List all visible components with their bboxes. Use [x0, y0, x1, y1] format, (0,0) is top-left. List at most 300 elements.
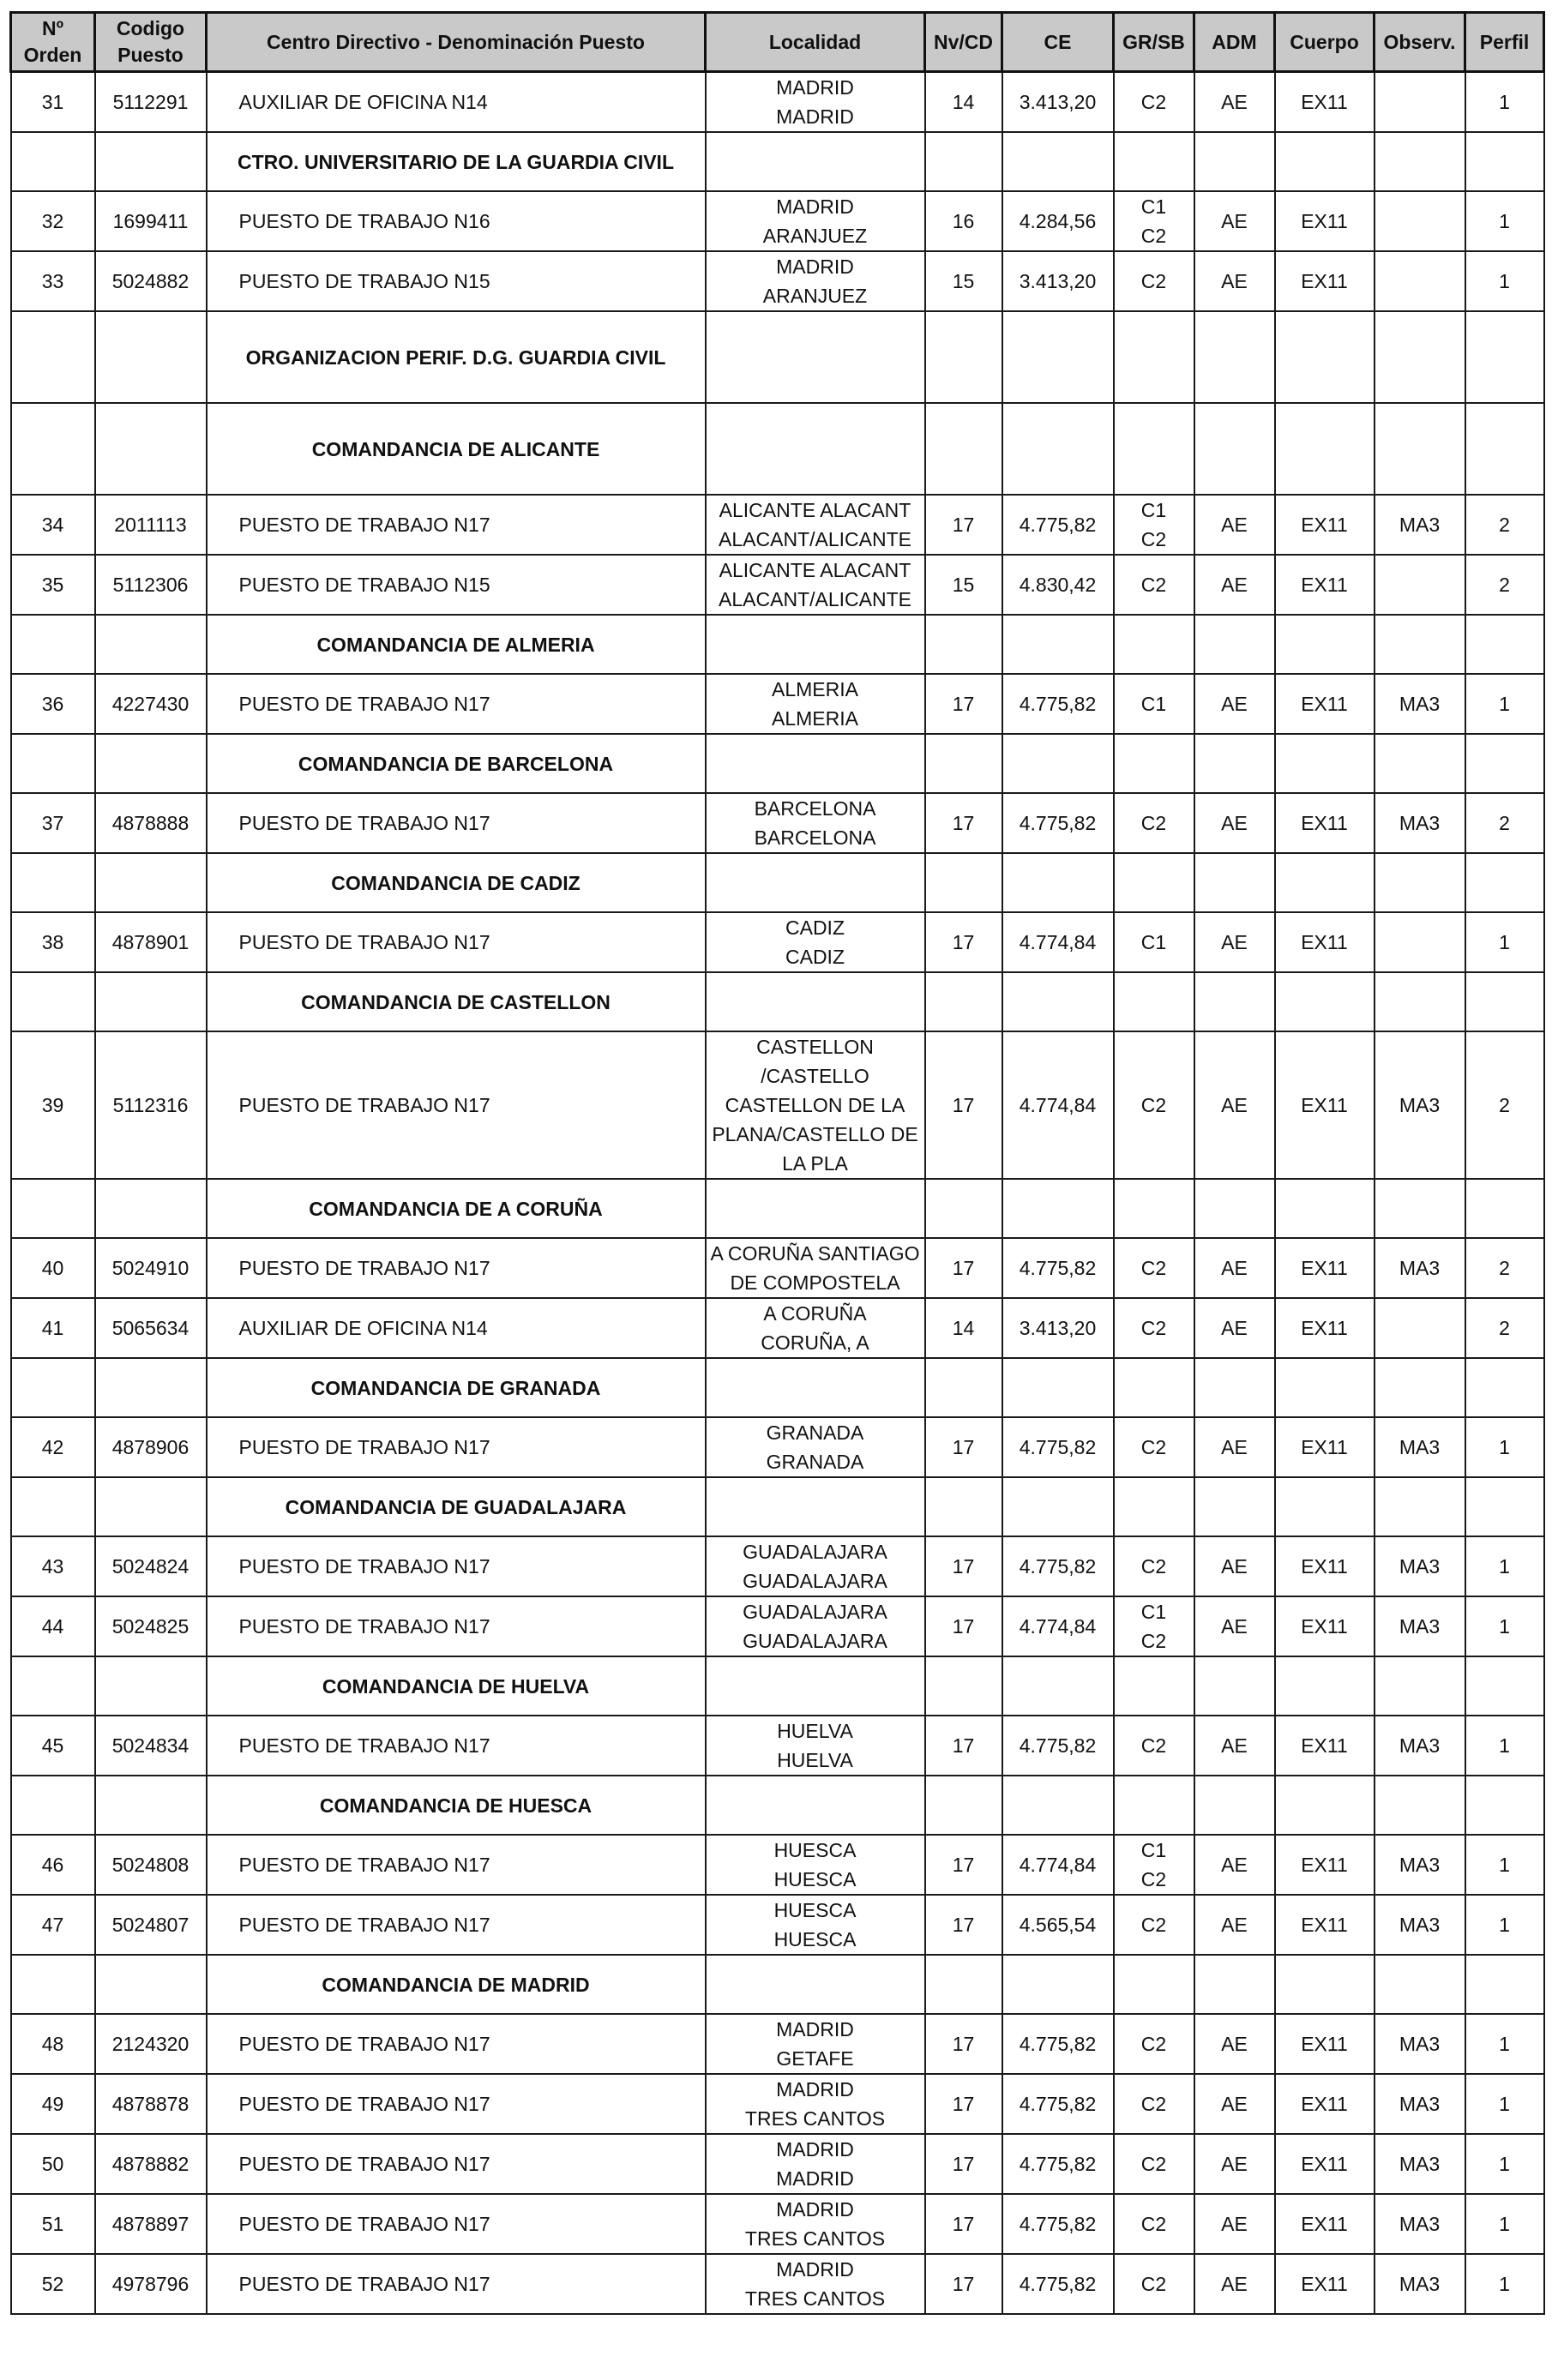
table-row: [11, 793, 1544, 853]
empty-cell: [1194, 1656, 1275, 1716]
header-orden-line1: Nº: [41, 17, 63, 39]
orden-cell: 48: [11, 2014, 95, 2074]
localidad-cell-line: MADRID: [776, 76, 854, 99]
adm-cell: AE: [1194, 1895, 1275, 1955]
empty-cell: [1275, 853, 1375, 912]
grsb-cell-line: C2: [1140, 1914, 1167, 1936]
empty-cell: [925, 734, 1002, 793]
empty-cell: [1194, 1179, 1275, 1238]
localidad-cell-line: ALICANTE ALACANT: [719, 499, 911, 521]
empty-cell: [1375, 1179, 1465, 1238]
section-row: [11, 1358, 1544, 1417]
ce-cell: 4.775,82: [1002, 2194, 1114, 2254]
ce-cell: 3.413,20: [1002, 72, 1114, 133]
empty-cell: [1465, 1358, 1544, 1417]
table-row: [11, 251, 1544, 311]
observ-cell: MA3: [1375, 495, 1465, 555]
empty-cell: [925, 1776, 1002, 1835]
adm-cell: AE: [1194, 1596, 1275, 1656]
empty-cell: [925, 1358, 1002, 1417]
puesto-cell: PUESTO DE TRABAJO N17: [207, 2074, 706, 2134]
empty-cell: [11, 1776, 95, 1835]
grsb-cell: [1114, 1031, 1194, 1179]
empty-cell: [1275, 311, 1375, 403]
localidad-cell-line: TRES CANTOS: [744, 2107, 886, 2130]
localidad-cell-line: LA PLA: [782, 1152, 848, 1175]
empty-cell: [1114, 1955, 1194, 2014]
nvcd-cell: 17: [925, 912, 1002, 972]
section-row: [11, 311, 1544, 403]
observ-cell: MA3: [1375, 1895, 1465, 1955]
adm-cell: AE: [1194, 912, 1275, 972]
grsb-cell-line: C2: [1140, 1317, 1167, 1339]
nvcd-cell: 17: [925, 1536, 1002, 1596]
empty-cell: [1375, 1955, 1465, 2014]
localidad-cell-line: CASTELLON DE LA: [725, 1094, 905, 1116]
empty-cell: [1375, 1776, 1465, 1835]
localidad-cell-line: TRES CANTOS: [744, 2287, 886, 2310]
cuerpo-cell: EX11: [1275, 251, 1375, 311]
section-row: [11, 734, 1544, 793]
empty-cell: [1275, 132, 1375, 191]
table-row: [11, 1031, 1544, 1179]
empty-cell: [925, 853, 1002, 912]
perfil-cell: 1: [1465, 1835, 1544, 1895]
header-codigo-line2: Puesto: [117, 44, 183, 66]
empty-cell: [925, 403, 1002, 495]
localidad-cell-line: A CORUÑA SANTIAGO: [710, 1242, 920, 1265]
adm-cell: AE: [1194, 2194, 1275, 2254]
empty-cell: [11, 1179, 95, 1238]
localidad-cell-line: HUESCA: [773, 1899, 857, 1921]
grsb-cell: [1114, 2194, 1194, 2254]
header-denominacion: Centro Directivo - Denominación Puesto: [207, 13, 706, 72]
table-row: [11, 191, 1544, 251]
localidad-cell-line: HUESCA: [773, 1868, 857, 1890]
grsb-cell: [1114, 912, 1194, 972]
grsb-cell-line: C2: [1140, 270, 1167, 292]
adm-cell: AE: [1194, 2254, 1275, 2314]
localidad-cell-line: CORUÑA, A: [761, 1331, 869, 1354]
ce-cell: 4.775,82: [1002, 2254, 1114, 2314]
empty-cell: [95, 311, 207, 403]
nvcd-cell: 14: [925, 1298, 1002, 1358]
table-body: [11, 72, 1544, 2315]
empty-cell: [1194, 1955, 1275, 2014]
empty-cell: [95, 1656, 207, 1716]
perfil-cell: 1: [1465, 191, 1544, 251]
localidad-cell-line: ALACANT/ALICANTE: [719, 588, 911, 610]
empty-cell: [1465, 311, 1544, 403]
localidad-cell: [706, 1536, 925, 1596]
ce-cell: 4.775,82: [1002, 495, 1114, 555]
grsb-cell-line: C1: [1140, 1601, 1167, 1623]
adm-cell: AE: [1194, 191, 1275, 251]
localidad-cell: [706, 2014, 925, 2074]
localidad-cell: [706, 1417, 925, 1477]
adm-cell: AE: [1194, 1417, 1275, 1477]
empty-cell: [1275, 1656, 1375, 1716]
grsb-cell-line: C2: [1140, 528, 1167, 550]
localidad-cell-line: BARCELONA: [754, 826, 876, 849]
puesto-cell: PUESTO DE TRABAJO N17: [207, 912, 706, 972]
observ-cell: MA3: [1375, 674, 1465, 734]
empty-cell: [1465, 853, 1544, 912]
orden-cell: 42: [11, 1417, 95, 1477]
nvcd-cell: 17: [925, 1238, 1002, 1298]
table-row: [11, 72, 1544, 133]
perfil-cell: 1: [1465, 912, 1544, 972]
localidad-cell-line: A CORUÑA: [763, 1302, 867, 1325]
grsb-cell: [1114, 2254, 1194, 2314]
codigo-cell: 1699411: [95, 191, 207, 251]
codigo-cell: 5024824: [95, 1536, 207, 1596]
codigo-cell: 5112316: [95, 1031, 207, 1179]
orden-cell: 43: [11, 1536, 95, 1596]
localidad-cell: [706, 1895, 925, 1955]
perfil-cell: 1: [1465, 674, 1544, 734]
localidad-cell-line: ALMERIA: [772, 707, 858, 730]
empty-cell: [1002, 403, 1114, 495]
empty-cell: [1114, 1477, 1194, 1536]
orden-cell: 41: [11, 1298, 95, 1358]
empty-cell: [1194, 403, 1275, 495]
empty-cell: [1194, 1358, 1275, 1417]
table-row: [11, 555, 1544, 615]
orden-cell: 38: [11, 912, 95, 972]
codigo-cell: 4878882: [95, 2134, 207, 2194]
ce-cell: 4.775,82: [1002, 1417, 1114, 1477]
empty-cell: [1275, 1955, 1375, 2014]
section-row: [11, 853, 1544, 912]
header-ce: CE: [1002, 13, 1114, 72]
grsb-cell-line: C2: [1140, 1555, 1167, 1578]
empty-cell: [1194, 132, 1275, 191]
empty-cell: [1375, 311, 1465, 403]
ce-cell: 4.775,82: [1002, 2074, 1114, 2134]
ce-cell: 4.774,84: [1002, 1596, 1114, 1656]
cuerpo-cell: EX11: [1275, 1716, 1375, 1776]
ce-cell: 4.775,82: [1002, 1716, 1114, 1776]
table-row: [11, 2074, 1544, 2134]
empty-cell: [706, 1656, 925, 1716]
grsb-cell-line: C1: [1140, 1839, 1167, 1861]
localidad-cell-line: GETAFE: [776, 2047, 854, 2070]
empty-cell: [1375, 1477, 1465, 1536]
codigo-cell: 4227430: [95, 674, 207, 734]
empty-cell: [1465, 615, 1544, 674]
observ-cell: MA3: [1375, 2014, 1465, 2074]
localidad-cell-line: CADIZ: [785, 917, 845, 939]
section-row: [11, 1656, 1544, 1716]
observ-cell: MA3: [1375, 2194, 1465, 2254]
grsb-cell: [1114, 2134, 1194, 2194]
empty-cell: [1375, 403, 1465, 495]
empty-cell: [1465, 1776, 1544, 1835]
localidad-cell: [706, 555, 925, 615]
codigo-cell: 2011113: [95, 495, 207, 555]
adm-cell: AE: [1194, 793, 1275, 853]
ce-cell: 4.775,82: [1002, 2014, 1114, 2074]
empty-cell: [925, 972, 1002, 1031]
puesto-cell: PUESTO DE TRABAJO N17: [207, 1895, 706, 1955]
localidad-cell-line: MADRID: [776, 2258, 854, 2281]
localidad-cell: [706, 251, 925, 311]
puesto-cell: PUESTO DE TRABAJO N17: [207, 674, 706, 734]
observ-cell: MA3: [1375, 2254, 1465, 2314]
cuerpo-cell: EX11: [1275, 1835, 1375, 1895]
empty-cell: [1194, 1477, 1275, 1536]
grsb-cell: [1114, 251, 1194, 311]
empty-cell: [1002, 734, 1114, 793]
localidad-cell-line: HUELVA: [777, 1720, 853, 1742]
grsb-cell: [1114, 72, 1194, 133]
cuerpo-cell: EX11: [1275, 2194, 1375, 2254]
section-title: COMANDANCIA DE ALMERIA: [207, 615, 706, 674]
perfil-cell: 2: [1465, 1298, 1544, 1358]
codigo-cell: 5065634: [95, 1298, 207, 1358]
perfil-cell: 1: [1465, 72, 1544, 133]
localidad-cell-line: CASTELLON /CASTELLO: [756, 1036, 874, 1087]
header-orden-line2: Orden: [23, 44, 82, 66]
grsb-cell: [1114, 674, 1194, 734]
table-row: [11, 495, 1544, 555]
header-codigo: [95, 13, 207, 72]
adm-cell: AE: [1194, 2014, 1275, 2074]
localidad-cell-line: CADIZ: [785, 946, 845, 968]
localidad-cell-line: BARCELONA: [754, 797, 876, 820]
empty-cell: [925, 1179, 1002, 1238]
section-title: COMANDANCIA DE CADIZ: [207, 853, 706, 912]
section-title: ORGANIZACION PERIF. D.G. GUARDIA CIVIL: [207, 311, 706, 403]
cuerpo-cell: EX11: [1275, 1536, 1375, 1596]
perfil-cell: 2: [1465, 495, 1544, 555]
nvcd-cell: 17: [925, 1835, 1002, 1895]
empty-cell: [1114, 132, 1194, 191]
perfil-cell: 2: [1465, 1031, 1544, 1179]
localidad-cell: [706, 2074, 925, 2134]
adm-cell: AE: [1194, 1238, 1275, 1298]
empty-cell: [706, 132, 925, 191]
header-row: [11, 13, 1544, 72]
ce-cell: 4.775,82: [1002, 1536, 1114, 1596]
empty-cell: [95, 1776, 207, 1835]
cuerpo-cell: EX11: [1275, 2254, 1375, 2314]
observ-cell: MA3: [1375, 2074, 1465, 2134]
empty-cell: [1465, 403, 1544, 495]
localidad-cell-line: PLANA/CASTELLO DE: [712, 1123, 918, 1145]
empty-cell: [11, 132, 95, 191]
perfil-cell: 1: [1465, 1536, 1544, 1596]
nvcd-cell: 17: [925, 2134, 1002, 2194]
puesto-cell: PUESTO DE TRABAJO N17: [207, 793, 706, 853]
cuerpo-cell: EX11: [1275, 72, 1375, 133]
observ-cell: MA3: [1375, 793, 1465, 853]
cuerpo-cell: EX11: [1275, 2014, 1375, 2074]
orden-cell: 35: [11, 555, 95, 615]
header-codigo-line1: Codigo: [116, 17, 185, 39]
empty-cell: [706, 972, 925, 1031]
codigo-cell: 5112291: [95, 72, 207, 133]
observ-cell: MA3: [1375, 1835, 1465, 1895]
puesto-cell: PUESTO DE TRABAJO N17: [207, 2014, 706, 2074]
codigo-cell: 5112306: [95, 555, 207, 615]
ce-cell: 4.775,82: [1002, 1238, 1114, 1298]
codigo-cell: 5024808: [95, 1835, 207, 1895]
empty-cell: [95, 1179, 207, 1238]
observ-cell: [1375, 191, 1465, 251]
empty-cell: [1002, 615, 1114, 674]
perfil-cell: 1: [1465, 1417, 1544, 1477]
adm-cell: AE: [1194, 555, 1275, 615]
empty-cell: [1194, 734, 1275, 793]
localidad-cell-line: ARANJUEZ: [762, 225, 868, 247]
empty-cell: [1275, 403, 1375, 495]
empty-cell: [925, 1656, 1002, 1716]
localidad-cell-line: MADRID: [776, 2018, 854, 2040]
adm-cell: AE: [1194, 1716, 1275, 1776]
ce-cell: 4.830,42: [1002, 555, 1114, 615]
section-title: COMANDANCIA DE HUESCA: [207, 1776, 706, 1835]
empty-cell: [95, 853, 207, 912]
empty-cell: [706, 1358, 925, 1417]
empty-cell: [1465, 1955, 1544, 2014]
empty-cell: [1275, 1358, 1375, 1417]
orden-cell: 45: [11, 1716, 95, 1776]
empty-cell: [925, 311, 1002, 403]
perfil-cell: 1: [1465, 2134, 1544, 2194]
localidad-cell: [706, 72, 925, 133]
empty-cell: [1114, 1358, 1194, 1417]
empty-cell: [11, 1656, 95, 1716]
empty-cell: [1194, 311, 1275, 403]
grsb-cell-line: C2: [1140, 1257, 1167, 1279]
localidad-cell-line: ARANJUEZ: [762, 285, 868, 307]
empty-cell: [1275, 1477, 1375, 1536]
section-row: [11, 1477, 1544, 1536]
codigo-cell: 4978796: [95, 2254, 207, 2314]
codigo-cell: 4878906: [95, 1417, 207, 1477]
nvcd-cell: 17: [925, 674, 1002, 734]
perfil-cell: 1: [1465, 1895, 1544, 1955]
localidad-cell-line: DE COMPOSTELA: [730, 1271, 900, 1294]
observ-cell: MA3: [1375, 2134, 1465, 2194]
adm-cell: AE: [1194, 674, 1275, 734]
empty-cell: [11, 1358, 95, 1417]
grsb-cell: [1114, 1536, 1194, 1596]
nvcd-cell: 17: [925, 2014, 1002, 2074]
perfil-cell: 1: [1465, 1716, 1544, 1776]
empty-cell: [1114, 734, 1194, 793]
observ-cell: MA3: [1375, 1596, 1465, 1656]
adm-cell: AE: [1194, 495, 1275, 555]
adm-cell: AE: [1194, 1031, 1275, 1179]
nvcd-cell: 15: [925, 251, 1002, 311]
nvcd-cell: 17: [925, 2194, 1002, 2254]
empty-cell: [1375, 734, 1465, 793]
empty-cell: [1465, 1477, 1544, 1536]
empty-cell: [1375, 1656, 1465, 1716]
grsb-cell: [1114, 555, 1194, 615]
localidad-cell: [706, 1596, 925, 1656]
observ-cell: [1375, 555, 1465, 615]
cuerpo-cell: EX11: [1275, 1417, 1375, 1477]
nvcd-cell: 17: [925, 1417, 1002, 1477]
empty-cell: [95, 1358, 207, 1417]
adm-cell: AE: [1194, 72, 1275, 133]
observ-cell: MA3: [1375, 1417, 1465, 1477]
perfil-cell: 1: [1465, 2074, 1544, 2134]
grsb-cell: [1114, 1298, 1194, 1358]
positions-table: [9, 11, 1545, 2315]
section-title: COMANDANCIA DE HUELVA: [207, 1656, 706, 1716]
perfil-cell: 2: [1465, 793, 1544, 853]
table-row: [11, 1835, 1544, 1895]
empty-cell: [706, 615, 925, 674]
observ-cell: [1375, 72, 1465, 133]
puesto-cell: PUESTO DE TRABAJO N17: [207, 495, 706, 555]
empty-cell: [1114, 853, 1194, 912]
empty-cell: [1002, 972, 1114, 1031]
empty-cell: [1002, 853, 1114, 912]
localidad-cell-line: HUESCA: [773, 1839, 857, 1861]
orden-cell: 40: [11, 1238, 95, 1298]
grsb-cell-line: C2: [1140, 91, 1167, 113]
localidad-cell: [706, 1238, 925, 1298]
empty-cell: [1465, 132, 1544, 191]
section-title: COMANDANCIA DE CASTELLON: [207, 972, 706, 1031]
orden-cell: 51: [11, 2194, 95, 2254]
orden-cell: 33: [11, 251, 95, 311]
cuerpo-cell: EX11: [1275, 495, 1375, 555]
empty-cell: [1002, 1358, 1114, 1417]
orden-cell: 44: [11, 1596, 95, 1656]
section-row: [11, 1776, 1544, 1835]
grsb-cell: [1114, 1596, 1194, 1656]
header-observ: Observ.: [1375, 13, 1465, 72]
nvcd-cell: 17: [925, 1895, 1002, 1955]
localidad-cell: [706, 2194, 925, 2254]
section-title: COMANDANCIA DE A CORUÑA: [207, 1179, 706, 1238]
orden-cell: 46: [11, 1835, 95, 1895]
empty-cell: [1114, 972, 1194, 1031]
localidad-cell-line: MADRID: [776, 105, 854, 128]
grsb-cell-line: C1: [1140, 693, 1167, 715]
grsb-cell-line: C2: [1140, 2153, 1167, 2175]
puesto-cell: PUESTO DE TRABAJO N17: [207, 1031, 706, 1179]
table-row: [11, 1536, 1544, 1596]
empty-cell: [1194, 853, 1275, 912]
cuerpo-cell: EX11: [1275, 2074, 1375, 2134]
table-row: [11, 1238, 1544, 1298]
localidad-cell: [706, 1716, 925, 1776]
grsb-cell-line: C2: [1140, 1868, 1167, 1890]
grsb-cell: [1114, 495, 1194, 555]
ce-cell: 3.413,20: [1002, 251, 1114, 311]
codigo-cell: 4878878: [95, 2074, 207, 2134]
nvcd-cell: 17: [925, 2254, 1002, 2314]
empty-cell: [1114, 1776, 1194, 1835]
table-row: [11, 1716, 1544, 1776]
grsb-cell-line: C2: [1140, 812, 1167, 834]
localidad-cell-line: GRANADA: [766, 1451, 864, 1473]
nvcd-cell: 17: [925, 2074, 1002, 2134]
table-row: [11, 2134, 1544, 2194]
ce-cell: 4.774,84: [1002, 1835, 1114, 1895]
ce-cell: 4.565,54: [1002, 1895, 1114, 1955]
grsb-cell-line: C2: [1140, 2273, 1167, 2295]
empty-cell: [1465, 972, 1544, 1031]
